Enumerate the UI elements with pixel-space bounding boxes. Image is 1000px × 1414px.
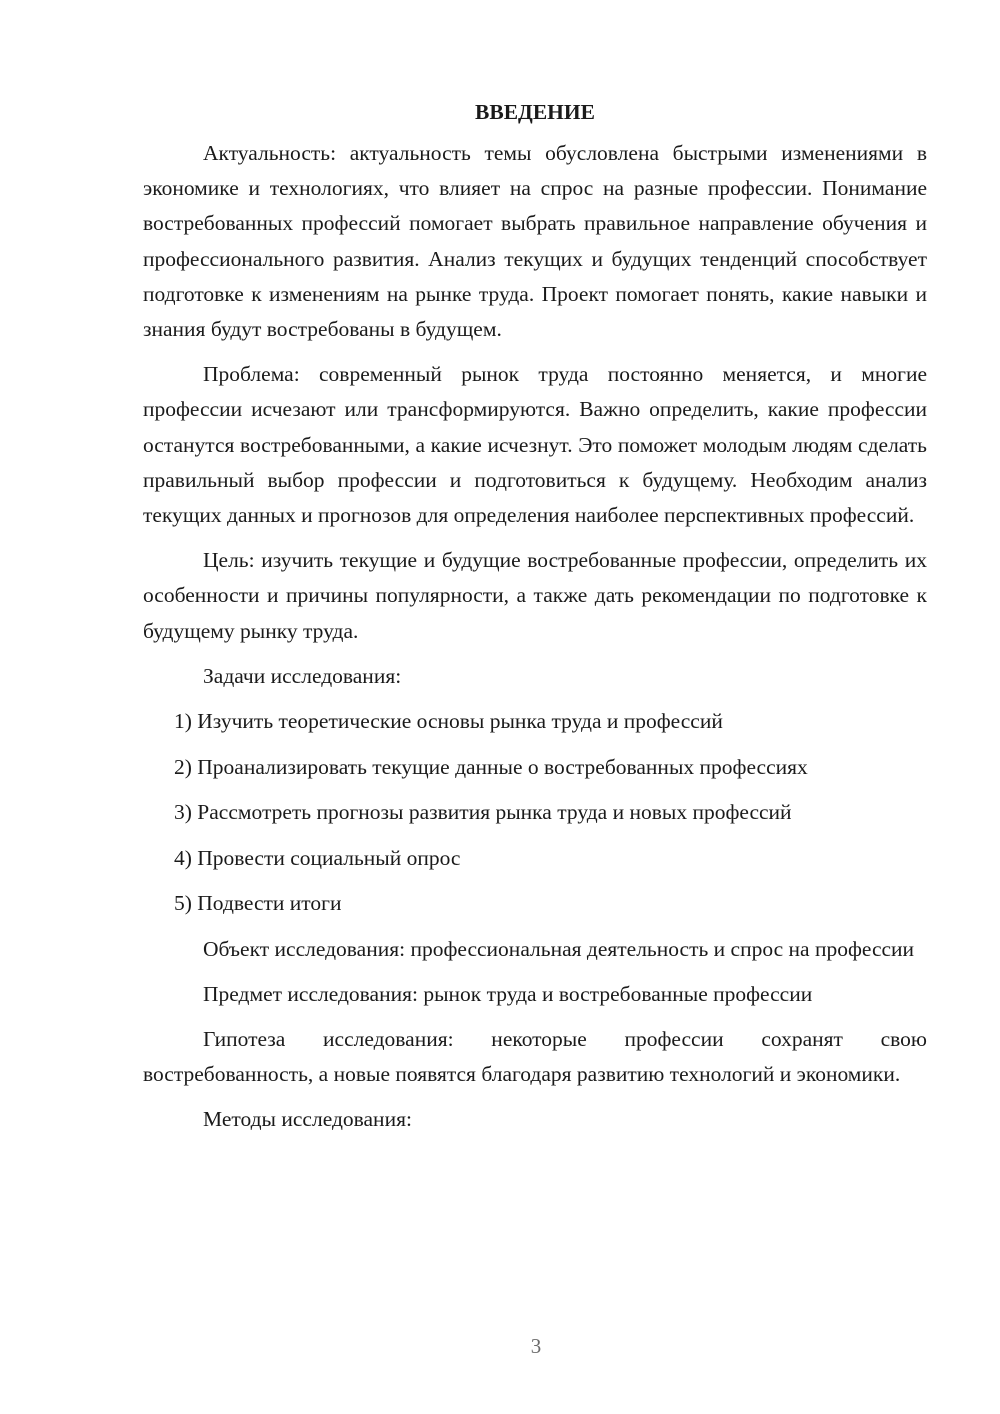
list-item: 4) Провести социальный опрос bbox=[174, 845, 461, 870]
paragraph-tasks-heading: Задачи исследования: bbox=[203, 663, 402, 688]
section-title: ВВЕДЕНИЕ bbox=[475, 100, 595, 124]
paragraph-object: Объект исследования: профессиональная деятельность и спрос на профессии bbox=[203, 936, 915, 961]
list-item: 5) Подвести итоги bbox=[174, 891, 342, 916]
list-item: 1) Изучить теоретические основы рынка труда и профессий bbox=[174, 709, 723, 734]
paragraph-problem: Проблема: современный рынок труда постоянно меняется, и многие профессии исчезают или трансформируются. Важно определить, какие профессии останутся востребованными, а какие исчезнут. Это поможет молодым людям сделать правильный выбор профессии и подготовиться к будущему. Необходим анализ текущих данных и прогнозов для определения наиболее перспективных профессий. bbox=[143, 362, 927, 528]
paragraph-relevance: Актуальность: актуальность темы обусловлена быстрыми изменениями в экономике и технологиях, что влияет на спрос на разные профессии. Понимание востребованных профессий помогает выбрать правильное направление обучения и профессионального развития. Анализ текущих и будущих тенденций способствует подготовке к изменениям на рынке труда. Проект помогает понять, какие навыки и знания будут востребованы в будущем. bbox=[143, 141, 927, 342]
paragraph-methods-heading: Методы исследования: bbox=[203, 1107, 412, 1132]
list-item: 3) Рассмотреть прогнозы развития рынка труда и новых профессий bbox=[174, 800, 792, 825]
paragraph-goal: Цель: изучить текущие и будущие востребованные профессии, определить их особенности и причины популярности, а также дать рекомендации по подготовке к будущему рынку труда. bbox=[143, 548, 927, 643]
paragraph-hypothesis: Гипотеза исследования: некоторые профессии сохранят свою востребованность, а новые появятся благодаря развитию технологий и экономики. bbox=[143, 1026, 927, 1087]
document-page bbox=[143, 96, 927, 1148]
paragraph-subject: Предмет исследования: рынок труда и востребованные профессии bbox=[203, 981, 813, 1006]
list-item: 2) Проанализировать текущие данные о востребованных профессиях bbox=[174, 754, 808, 779]
tasks-list bbox=[143, 704, 927, 921]
page-number: 3 bbox=[530, 1334, 542, 1358]
